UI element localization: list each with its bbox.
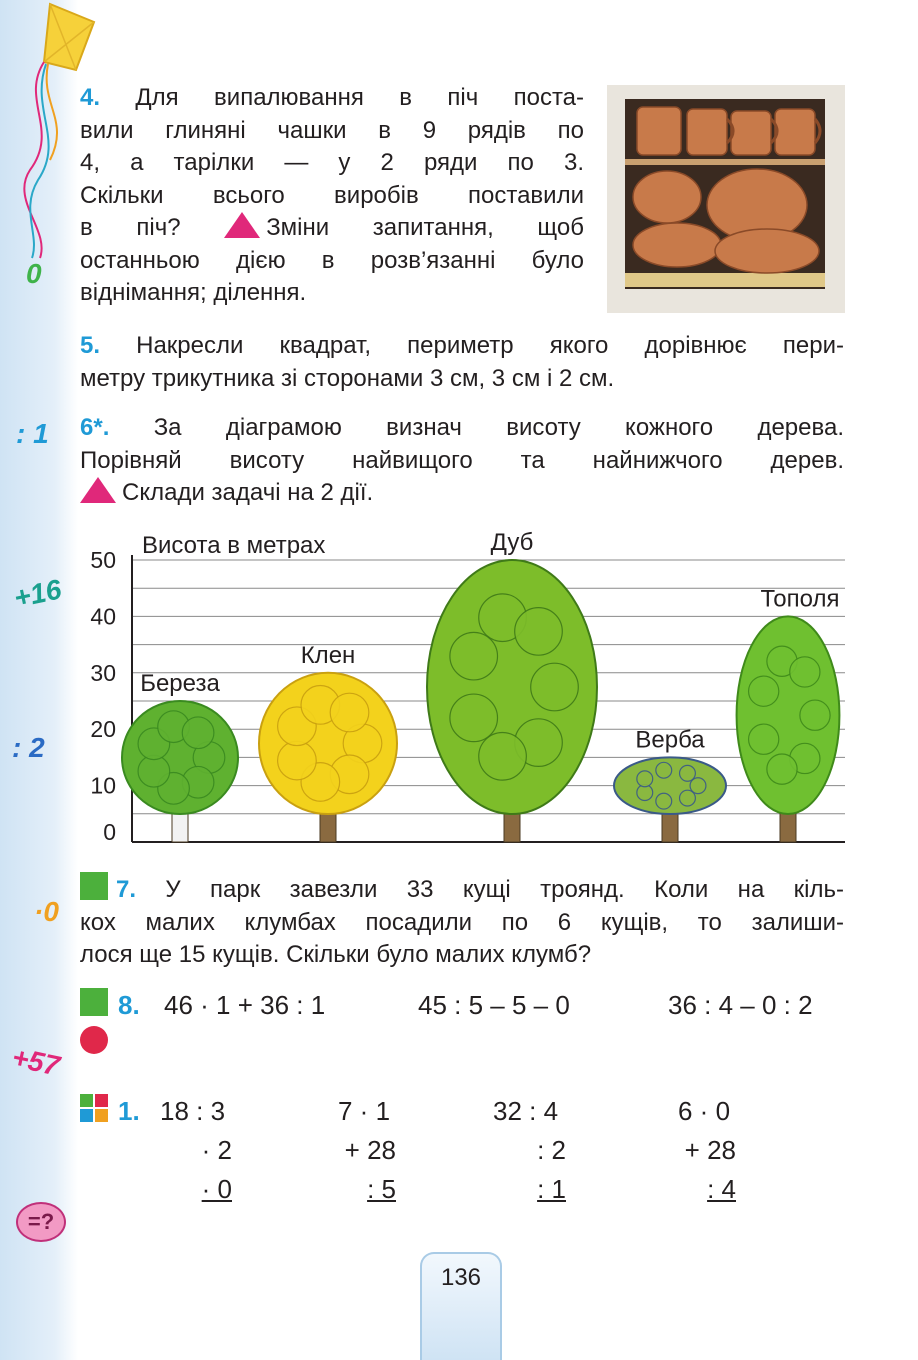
margin-digit: 0 — [26, 258, 42, 289]
chain-step-text: : 4 — [707, 1174, 736, 1204]
chain-step-text: : 5 — [367, 1174, 396, 1204]
chain-step-text: · 0 — [201, 1174, 232, 1204]
leaf-cluster — [531, 663, 579, 711]
task-8 — [118, 990, 140, 1021]
tree-bar — [259, 673, 397, 842]
y-tick-label: 0 — [103, 819, 116, 845]
task-text: метру трикутника зі сторонами 3 см, 3 см і 2 см. — [80, 364, 615, 392]
task-text: вили глиняні чашки в 9 рядів по — [80, 116, 584, 144]
triangle-icon — [80, 477, 116, 503]
chain-start: 7 · 1 — [338, 1096, 391, 1126]
chain-step — [160, 1174, 232, 1205]
task-text: останньою дією в розв’язанні було — [80, 246, 584, 274]
red-circle-icon — [80, 1026, 108, 1054]
y-tick-label: 30 — [90, 659, 116, 686]
task-number: 4. — [80, 84, 101, 111]
tree-label: Дуб — [490, 529, 534, 556]
margin-digit: ·0 — [34, 896, 59, 927]
tree-label: Тополя — [760, 585, 840, 613]
leaf-cluster — [800, 700, 830, 730]
task-text: Склади задачі на 2 дії. — [122, 479, 374, 506]
margin-digit: +57 — [9, 1041, 63, 1082]
task-text: Порівняй висоту найвищого та найнижчого дерев. — [80, 446, 844, 474]
leaf-cluster — [680, 790, 696, 806]
chain-step — [490, 1174, 566, 1205]
y-tick-label: 10 — [90, 772, 116, 799]
expression: 45 : 5 – 5 – 0 — [418, 990, 570, 1020]
tree-bar — [427, 560, 597, 842]
task-5 — [80, 330, 844, 395]
colored-squares-icon — [80, 1094, 108, 1122]
tree-label: Верба — [635, 726, 705, 754]
task-text: Накресли квадрат, периметр якого дорівнює пери- — [136, 332, 844, 359]
task-number: 1. — [118, 1096, 140, 1126]
task-text: лося ще 15 кущів. Скільки було малих клумб? — [80, 941, 592, 968]
task-7 — [80, 874, 844, 972]
chain-start: 18 : 3 — [160, 1096, 226, 1126]
kiln-pottery-photo — [607, 85, 845, 313]
leaf-cluster — [278, 741, 317, 780]
chain-step: + 28 — [344, 1135, 396, 1165]
tree-height-chart — [80, 525, 850, 855]
page-number: 136 — [420, 1252, 502, 1360]
leaf-cluster — [450, 632, 498, 680]
task-1-number — [118, 1096, 140, 1127]
chain-step: + 28 — [684, 1135, 736, 1165]
chain-step — [660, 1174, 736, 1205]
task-text: За діаграмою визнач висоту кожного дерева. — [153, 414, 844, 441]
y-tick-label: 40 — [90, 603, 116, 630]
leaf-cluster — [749, 724, 779, 754]
task-number: 6*. — [80, 414, 110, 441]
leaf-cluster — [330, 693, 369, 732]
leaf-cluster — [656, 762, 672, 778]
chain-start: 32 : 4 — [493, 1096, 559, 1126]
margin-digit: +16 — [11, 573, 65, 614]
expression: 36 : 4 – 0 : 2 — [668, 990, 813, 1020]
task-4 — [80, 82, 584, 310]
task-text: в піч? — [80, 214, 181, 241]
task-text: віднімання; ділення. — [80, 279, 307, 306]
task-6 — [80, 412, 844, 510]
green-square-icon — [80, 988, 108, 1016]
task-number: 7. — [116, 876, 137, 903]
tree-bar — [737, 616, 840, 842]
leaf-cluster — [790, 657, 820, 687]
chain-step: : 2 — [537, 1135, 566, 1165]
leaf-cluster — [450, 694, 498, 742]
triangle-icon — [224, 212, 260, 238]
margin-digit: : 2 — [12, 732, 45, 763]
leaf-cluster — [182, 717, 214, 749]
y-tick-label: 20 — [90, 716, 116, 743]
leaf-cluster — [749, 676, 779, 706]
expression: 46 · 1 + 36 : 1 — [164, 990, 326, 1020]
leaf-cluster — [656, 793, 672, 809]
margin-digit: : 1 — [16, 418, 49, 449]
leaf-cluster — [637, 771, 653, 787]
chain-step: · 2 — [201, 1135, 232, 1165]
task-number: 8. — [118, 990, 140, 1020]
tree-label: Береза — [140, 670, 220, 697]
question-badge-icon: =? — [16, 1202, 66, 1242]
chain-start: 6 · 0 — [678, 1096, 731, 1126]
y-tick-label: 50 — [90, 547, 116, 573]
tree-bar — [122, 701, 238, 842]
chart-title: Висота в метрах — [142, 532, 326, 559]
task-text: Для випалювання в піч поста- — [135, 84, 585, 111]
chain-step-text: : 1 — [537, 1174, 566, 1204]
task-text: 4, а тарілки — у 2 ряди по 3. — [80, 149, 584, 176]
task-text: У парк завезли 33 кущі троянд. Коли на кіль- — [165, 876, 845, 903]
task-text: кох малих клумбах посадили по 6 кущів, то залиши- — [80, 908, 844, 936]
leaf-cluster — [479, 733, 527, 781]
task-text: Зміни запитання, щоб — [266, 214, 584, 241]
tree-label: Клен — [300, 641, 356, 669]
leaf-cluster — [767, 754, 797, 784]
leaf-cluster — [515, 608, 563, 656]
chain-step — [320, 1174, 396, 1205]
leaf-cluster — [680, 765, 696, 781]
tree-bar — [614, 757, 726, 842]
task-number: 5. — [80, 332, 101, 359]
task-text: Скільки всього виробів поставили — [80, 181, 584, 209]
